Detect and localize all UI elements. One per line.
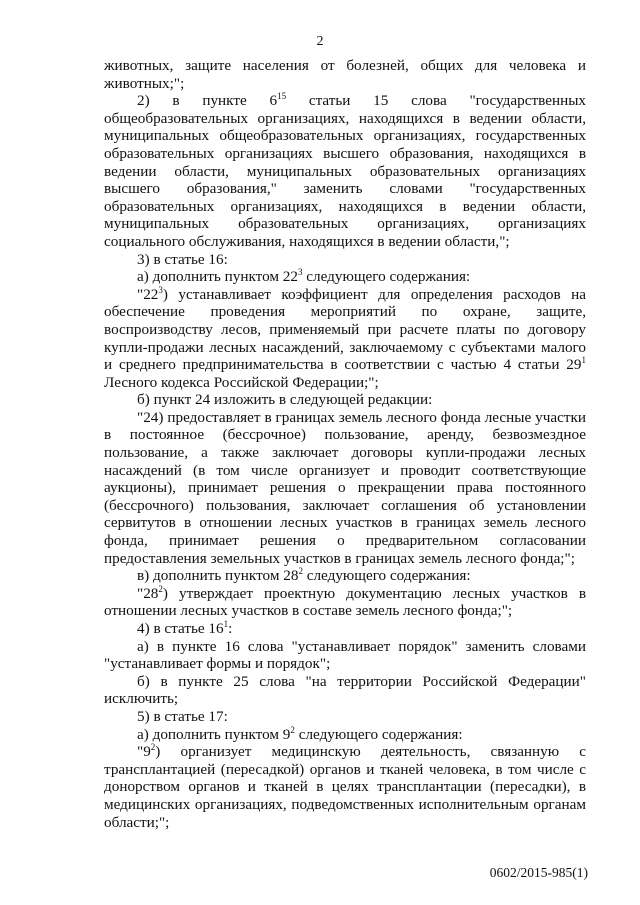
text-run: 3) в статье 16: bbox=[137, 250, 228, 268]
text-run: : bbox=[228, 620, 233, 637]
text-run: "22 bbox=[137, 285, 159, 303]
paragraph bbox=[104, 673, 586, 708]
superscript: 2 bbox=[158, 583, 163, 594]
text-run: а) дополнить пунктом 22 bbox=[137, 268, 298, 286]
text-run: б) в пункте 25 слова "на территории Российской Федерации" исключить; bbox=[104, 672, 586, 708]
text-run: "9 bbox=[137, 743, 151, 761]
paragraph bbox=[104, 92, 586, 250]
document-code: 0602/2015-985(1) bbox=[489, 865, 588, 880]
paragraph bbox=[104, 620, 586, 638]
superscript: 2 bbox=[150, 742, 156, 753]
superscript: 1 bbox=[223, 619, 229, 629]
text-run: а) дополнить пунктом 9 bbox=[137, 725, 291, 743]
paragraph bbox=[104, 409, 586, 567]
text-run: "28 bbox=[137, 584, 159, 602]
text-run: ) устанавливает коэффициент для определения расходов на обеспечение проведения мероприятий по охране, защите, воспроизводству лесов, применяемый при расчете платы по договору купли-продажи лесных насаждений, заключаемому с субъектами малого и среднего предпринимательства в соответствии с частью 4 статьи 29 bbox=[104, 285, 586, 374]
superscript: 3 bbox=[298, 267, 303, 278]
text-run: в) дополнить пунктом 28 bbox=[137, 567, 299, 585]
text-run: следующего содержания: bbox=[294, 725, 463, 743]
paragraph bbox=[104, 638, 586, 673]
paragraph bbox=[104, 286, 586, 392]
text-run: ) утверждает проектную документацию лесных участков в отношении лесных участков в составе земель лесного фонда;"; bbox=[104, 584, 586, 620]
paragraph bbox=[104, 726, 586, 744]
text-run: Лесного кодекса Российской Федерации;"; bbox=[104, 373, 379, 391]
document-body bbox=[104, 57, 586, 831]
paragraph bbox=[104, 268, 586, 286]
text-run: животных, защите населения от болезней, общих для человека и животных;"; bbox=[104, 57, 586, 92]
superscript: 2 bbox=[298, 566, 303, 577]
page-number: 2 bbox=[316, 34, 324, 49]
text-run: следующего содержания: bbox=[302, 268, 471, 286]
text-run: следующего содержания: bbox=[302, 567, 471, 585]
text-run: 4) в статье 16 bbox=[137, 620, 224, 637]
superscript: 2 bbox=[290, 724, 295, 735]
superscript: 3 bbox=[158, 284, 163, 295]
paragraph bbox=[104, 391, 586, 409]
paragraph bbox=[104, 708, 586, 726]
text-run: ) организует медицинскую деятельность, связанную с трансплантацией (пересадкой) органов и тканей человека, в том числе с донорством органов и тканей в целях трансплантации (пересадки), в медицинских организациях, подведомственных исполнительным органам области;"; bbox=[104, 743, 586, 831]
text-run: 5) в статье 17: bbox=[137, 707, 228, 725]
paragraph bbox=[104, 567, 586, 585]
superscript: 1 bbox=[581, 355, 586, 366]
superscript: 15 bbox=[277, 91, 287, 102]
text-run: статьи 15 слова "государственных общеобразовательных организациях, находящихся в ведении области, муниципальных общеобразовательных организациях, государственных образовательных организациях высшего образования, находящихся в ведении области, муниципальных образовательных организациях высшего образования," заменить словами "государственных образовательных организациях, находящихся в ведении области, муниципальных образовательных организациях, организациях социального обслуживания, находящихся в ведении области,"; bbox=[104, 92, 586, 250]
paragraph bbox=[104, 585, 586, 620]
paragraph bbox=[104, 743, 586, 831]
text-run: б) пункт 24 изложить в следующей редакции: bbox=[137, 391, 433, 409]
text-run: "24) предоставляет в границах земель лесного фонда лесные участки в постоянное (бессрочное) пользование, аренду, безвозмездное пользование, а также заключает договоры купли-продажи лесных насаждений (в том числе организует и проводит соответствующие аукционы), принимает решения о прекращении права постоянного (бессрочного) пользования, заключает соглашения об установлении сервитутов в отношении лесных участков в границах земель лесного фонда, принимает решения о предварительном согласовании предоставления земельных участков в границах земель лесного фонда;"; bbox=[104, 408, 586, 567]
text-run: 2) в пункте 6 bbox=[137, 92, 278, 110]
paragraph bbox=[104, 57, 586, 92]
paragraph bbox=[104, 251, 586, 269]
text-run: а) в пункте 16 слова "устанавливает порядок" заменить словами "устанавливает формы и порядок"; bbox=[104, 637, 586, 673]
